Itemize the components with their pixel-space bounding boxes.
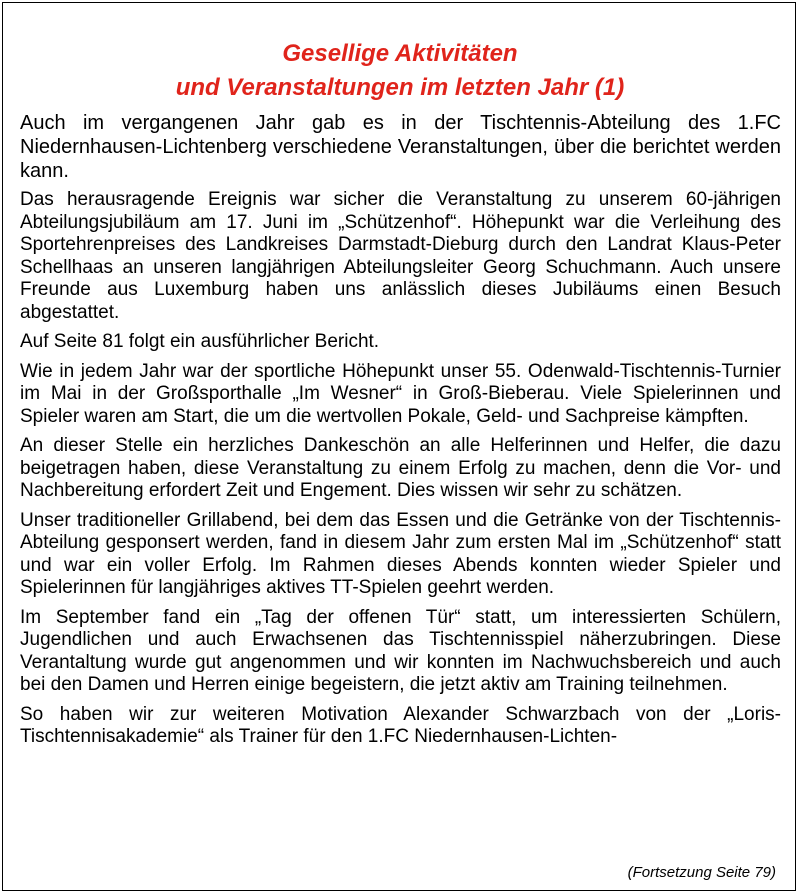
paragraph-tournament: Wie in jedem Jahr war der sportliche Höhepunkt unser 55. Odenwald-Tischtennis-Turnier im Mai in der Großsporthalle „Im Wesner“ in Groß-Bieberau. Viele Spielerinnen und Spieler waren am Start, die um die wertvollen Pokale, Geld- und Sachpreise kämpften. bbox=[20, 360, 781, 427]
title-line-2: und Veranstaltungen im letzten Jahr (1) bbox=[175, 74, 625, 101]
paragraph-barbecue: Unser traditioneller Grillabend, bei dem das Essen und die Getränke von der Tischtennis-Abteilung gesponsert werden, fand in diesem Jahr zum ersten Mal im „Schützenhof“ statt und war ein voller Erfolg. Im Rahmen dieses Abends konnten wieder Spieler und Spielerinnen für langjähriges aktives TT-Spielen geehrt werden. bbox=[20, 509, 781, 598]
paragraph-trainer: So haben wir zur weiteren Motivation Alexander Schwarzbach von der „Loris-Tischtennisakademie“ als Trainer für den 1.FC Niedernhausen-Lichten- bbox=[20, 703, 781, 747]
paragraph-thanks: An dieser Stelle ein herzliches Dankeschön an alle Helferinnen und Helfer, die dazu beigetragen haben, diese Veranstaltung zu einem Erfolg zu machen, denn die Vor- und Nachbereitung erfordert Zeit und Engement. Dies wissen wir sehr zu schätzen. bbox=[20, 435, 781, 501]
paragraph-open-day: Im September fand ein „Tag der offenen Tür“ statt, um interessierten Schülern, Jugendlichen und auch Erwachsenen das Tischtennisspiel näherzubringen. Diese Verantaltung wurde gut angenommen und wir konnten im Nachwuchsbereich und auch bei den Damen und Herren einige begeistern, die jetzt aktiv am Training teilnehmen. bbox=[20, 606, 781, 695]
title-line-1: Gesellige Aktivitäten bbox=[282, 40, 518, 67]
page-title bbox=[0, 37, 800, 105]
paragraph-report-reference: Auf Seite 81 folgt ein ausführlicher Bericht. bbox=[20, 331, 380, 352]
article-body bbox=[20, 111, 781, 749]
continuation-note: (Fortsetzung Seite 79) bbox=[627, 864, 776, 881]
paragraph-jubilee: Das herausragende Ereignis war sicher die Veranstaltung zu unserem 60-jährigen Abteilungsjubiläum am 17. Juni im „Schützenhof“. Höhepunkt war die Verleihung des Sportehrenpreises des Landkreises Darmstadt-Dieburg durch den Landrat Klaus-Peter Schellhaas an unseren langjährigen Abteilungsleiter Georg Schuchmann. Auch unsere Freunde aus Luxemburg haben uns anlässlich dieses Jubiläums einen Besuch abgestattet. bbox=[20, 189, 781, 323]
intro-paragraph: Auch im vergangenen Jahr gab es in der Tischtennis-Abteilung des 1.FC Niedernhausen-Lichtenberg verschiedene Veranstaltungen, über die berichtet werden kann. bbox=[20, 112, 781, 182]
